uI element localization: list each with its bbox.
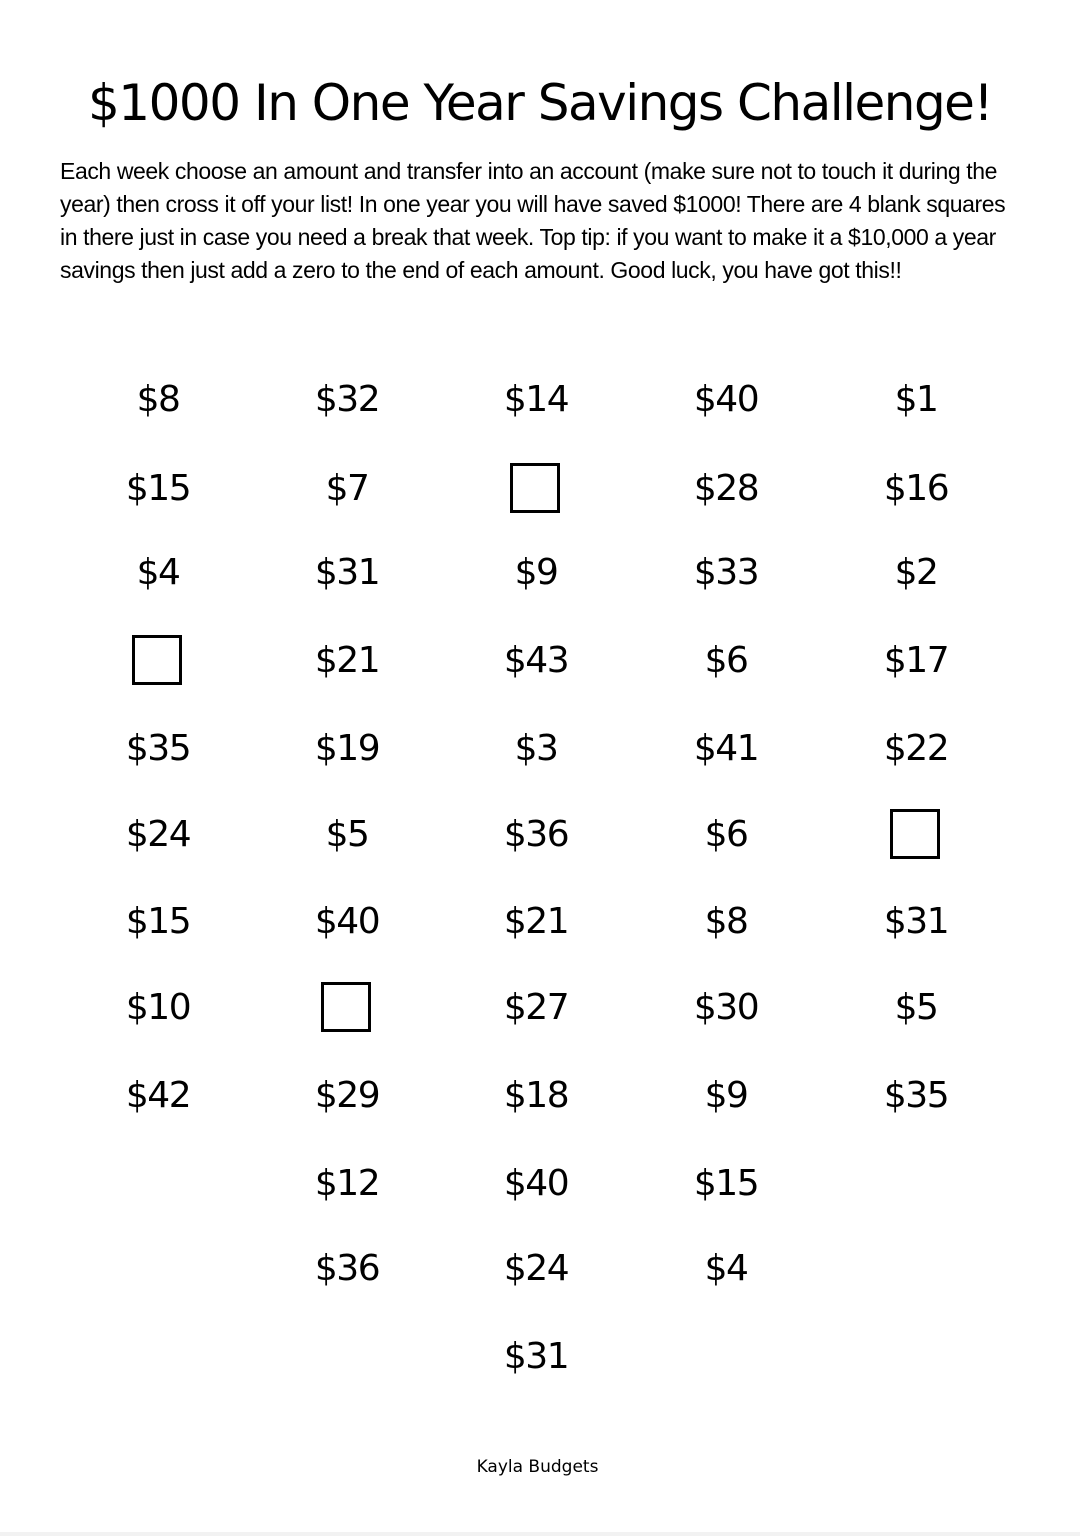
savings-amount: $24	[503, 1248, 569, 1289]
blank-square-checkbox	[510, 463, 560, 513]
savings-amount: $24	[125, 814, 191, 855]
page-title: $1000 In One Year Savings Challenge!	[88, 74, 992, 132]
savings-amount: $4	[136, 552, 180, 593]
bottom-divider	[0, 1532, 1080, 1536]
savings-amount: $4	[704, 1248, 748, 1289]
savings-amount: $28	[693, 468, 759, 509]
savings-amount: $3	[514, 728, 558, 769]
savings-amount: $9	[704, 1075, 748, 1116]
savings-amount: $1	[894, 379, 938, 420]
savings-amount: $16	[883, 468, 949, 509]
savings-amount: $8	[704, 901, 748, 942]
savings-amount: $36	[314, 1248, 380, 1289]
savings-amount: $2	[894, 552, 938, 593]
savings-amount: $35	[125, 728, 191, 769]
savings-amount: $7	[325, 468, 369, 509]
savings-amount: $15	[693, 1163, 759, 1204]
savings-amount: $31	[503, 1336, 569, 1377]
savings-amount: $6	[704, 640, 748, 681]
savings-amount: $12	[314, 1163, 380, 1204]
blank-square-checkbox	[890, 809, 940, 859]
savings-amount: $35	[883, 1075, 949, 1116]
savings-amount: $9	[514, 552, 558, 593]
savings-amount: $40	[503, 1163, 569, 1204]
savings-amount: $41	[693, 728, 759, 769]
savings-amount: $27	[503, 987, 569, 1028]
savings-amount: $22	[883, 728, 949, 769]
savings-amount: $30	[693, 987, 759, 1028]
savings-amount: $8	[136, 379, 180, 420]
savings-amount: $40	[314, 901, 380, 942]
savings-amount: $29	[314, 1075, 380, 1116]
savings-amount: $15	[125, 468, 191, 509]
blank-square-checkbox	[132, 635, 182, 685]
savings-amount: $43	[503, 640, 569, 681]
footer-author: Kayla Budgets	[476, 1457, 599, 1477]
savings-amount: $19	[314, 728, 380, 769]
savings-amount: $6	[704, 814, 748, 855]
intro-paragraph: Each week choose an amount and transfer into an account (make sure not to touch it during the year) then cross it off your list! In one year you will have saved $1000! There are 4 blank squares in there just in case you need a break that week. Top tip: if you want to make it a $10,000 a year savings then just add a zero to the end of each amount. Good luck, you have got this!!	[60, 158, 1006, 283]
savings-amount: $32	[314, 379, 380, 420]
savings-amount: $21	[314, 640, 380, 681]
blank-square-checkbox	[321, 982, 371, 1032]
savings-amount: $14	[503, 379, 569, 420]
savings-amount: $42	[125, 1075, 191, 1116]
savings-amount: $21	[503, 901, 569, 942]
savings-amount: $33	[693, 552, 759, 593]
savings-amount: $5	[325, 814, 369, 855]
savings-amount: $18	[503, 1075, 569, 1116]
savings-amount: $17	[883, 640, 949, 681]
savings-amount: $10	[125, 987, 191, 1028]
savings-amount: $5	[894, 987, 938, 1028]
savings-amount: $31	[314, 552, 380, 593]
savings-amount: $31	[883, 901, 949, 942]
savings-amount: $36	[503, 814, 569, 855]
savings-amount: $15	[125, 901, 191, 942]
savings-amount: $40	[693, 379, 759, 420]
